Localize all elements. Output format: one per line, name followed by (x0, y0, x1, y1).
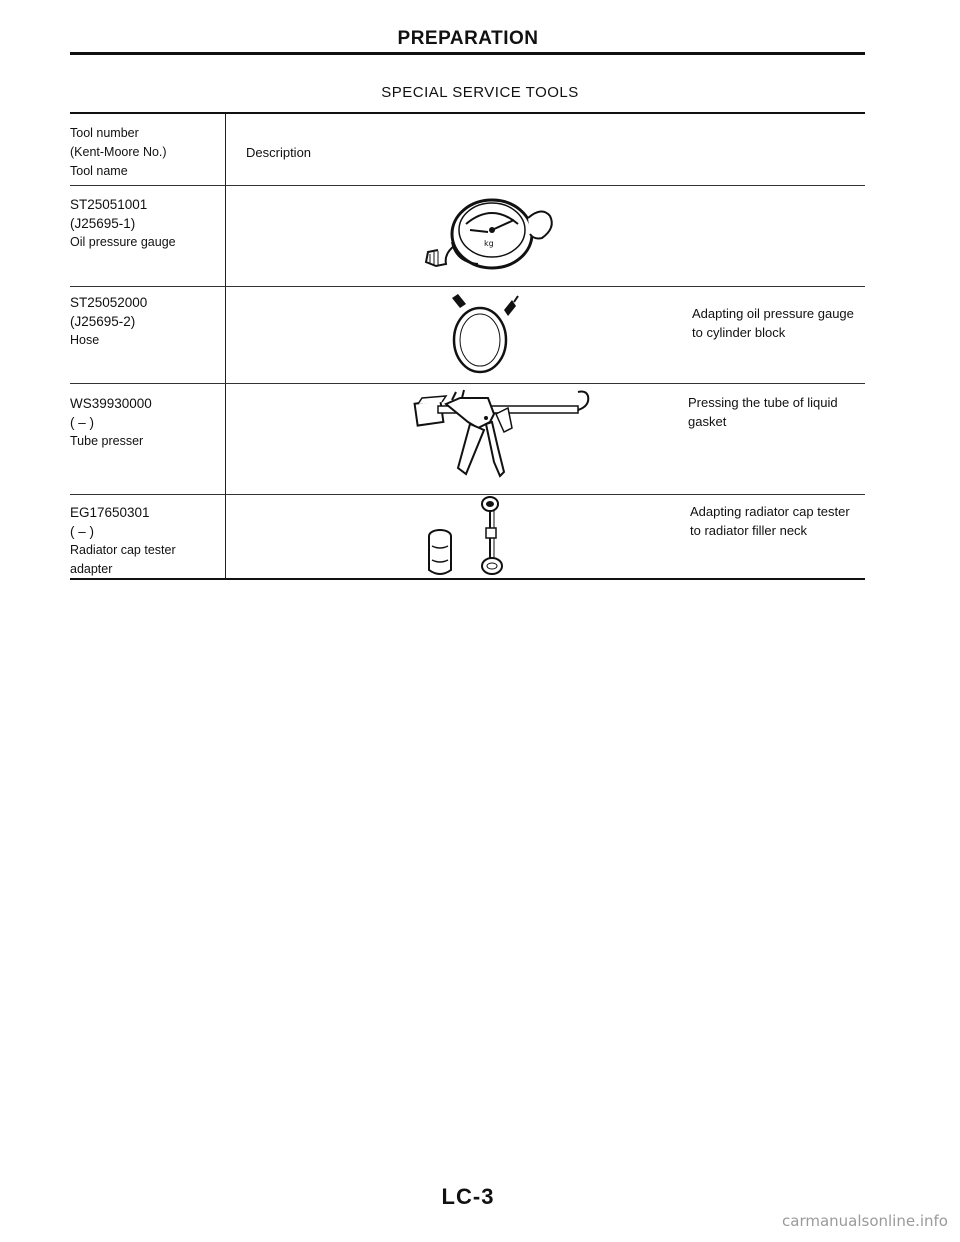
header-tool-number: Tool number (70, 126, 139, 140)
tool-number: ST25052000 (70, 295, 148, 310)
radiator-cap-tester-adapter-icon (420, 494, 520, 580)
oil-pressure-gauge-icon (418, 194, 558, 278)
description-line: gasket (688, 414, 727, 429)
table-header-tool (70, 124, 220, 181)
tool-name: Oil pressure gauge (70, 235, 176, 249)
table-column-divider (225, 114, 226, 580)
kent-moore-number: (J25695-2) (70, 314, 136, 329)
kent-moore-number: ( – ) (70, 524, 95, 539)
watermark-text: carmanualsonline.info (782, 1212, 948, 1230)
tool-name: Tube presser (70, 434, 144, 448)
description-line: to cylinder block (692, 325, 786, 340)
description-line: Adapting oil pressure gauge (692, 306, 854, 321)
description-line: Pressing the tube of liquid (688, 395, 838, 410)
table-top-rule (70, 112, 865, 114)
table-bottom-rule (70, 578, 865, 580)
row-rule (70, 383, 865, 384)
table-header-description: Description (246, 145, 312, 160)
tool-name: Hose (70, 333, 100, 347)
description-line: Adapting radiator cap tester (690, 504, 850, 519)
tool-number: ST25051001 (70, 197, 148, 212)
table-row (70, 394, 220, 451)
svg-text:kg: kg (484, 239, 494, 248)
kent-moore-number: ( – ) (70, 415, 95, 430)
table-row (70, 503, 220, 579)
tube-presser-icon (408, 388, 598, 484)
page-title: PREPARATION (397, 28, 539, 49)
kent-moore-number: (J25695-1) (70, 216, 136, 231)
tool-number: EG17650301 (70, 505, 150, 520)
row-description (692, 304, 872, 342)
table-row (70, 293, 220, 350)
header-row-rule (70, 185, 865, 186)
header-kent-moore: (Kent-Moore No.) (70, 145, 167, 159)
row-description (688, 393, 868, 431)
row-rule (70, 286, 865, 287)
tool-name: Radiator cap tester (70, 543, 176, 557)
tool-number: WS39930000 (70, 396, 152, 411)
tool-name-continued: adapter (70, 562, 113, 576)
section-title: SPECIAL SERVICE TOOLS (381, 84, 579, 101)
hose-icon (438, 290, 528, 380)
description-line: to radiator filler neck (690, 523, 808, 538)
table-row (70, 195, 220, 252)
row-description (690, 502, 870, 540)
title-rule (70, 52, 865, 55)
header-tool-name: Tool name (70, 164, 128, 178)
page-number: LC-3 (441, 1184, 495, 1209)
